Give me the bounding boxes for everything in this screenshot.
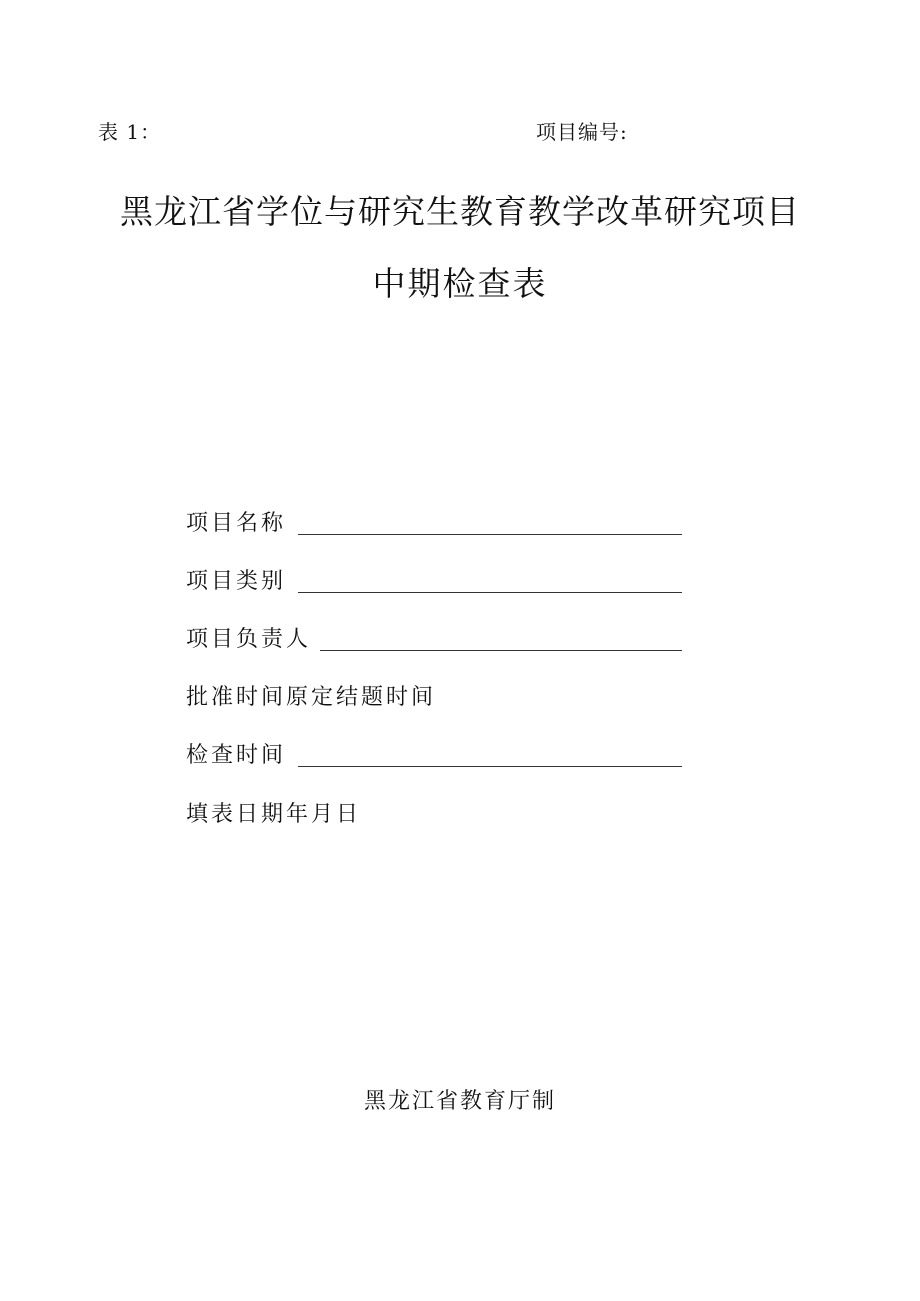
project-leader-blank-line[interactable] [320, 650, 682, 651]
project-category-blank-line[interactable] [298, 592, 682, 593]
approval-time-label: 批准时间原定结题时间 [186, 685, 437, 710]
table-label: 表 1： [98, 120, 162, 144]
document-subtitle: 中期检查表 [372, 264, 548, 303]
approval-time-field [186, 680, 696, 714]
project-name-label: 项目名称 [186, 511, 287, 536]
project-leader-field [186, 622, 696, 656]
issuer-footer: 黑龙江省教育厅制 [363, 1089, 556, 1114]
project-name-field [186, 506, 696, 540]
project-name-blank-line[interactable] [298, 534, 682, 535]
project-category-field [186, 564, 696, 598]
fill-date-field [186, 797, 696, 831]
project-number-label: 项目编号: [536, 120, 628, 144]
project-leader-label: 项目负责人 [186, 627, 312, 652]
inspection-time-blank-line[interactable] [298, 766, 682, 767]
document-title: 黑龙江省学位与研究生教育教学改革研究项目 [120, 192, 800, 231]
inspection-time-field [186, 738, 696, 772]
fill-date-label: 填表日期年月日 [186, 802, 362, 827]
inspection-time-label: 检查时间 [186, 743, 287, 768]
project-category-label: 项目类别 [186, 569, 287, 594]
